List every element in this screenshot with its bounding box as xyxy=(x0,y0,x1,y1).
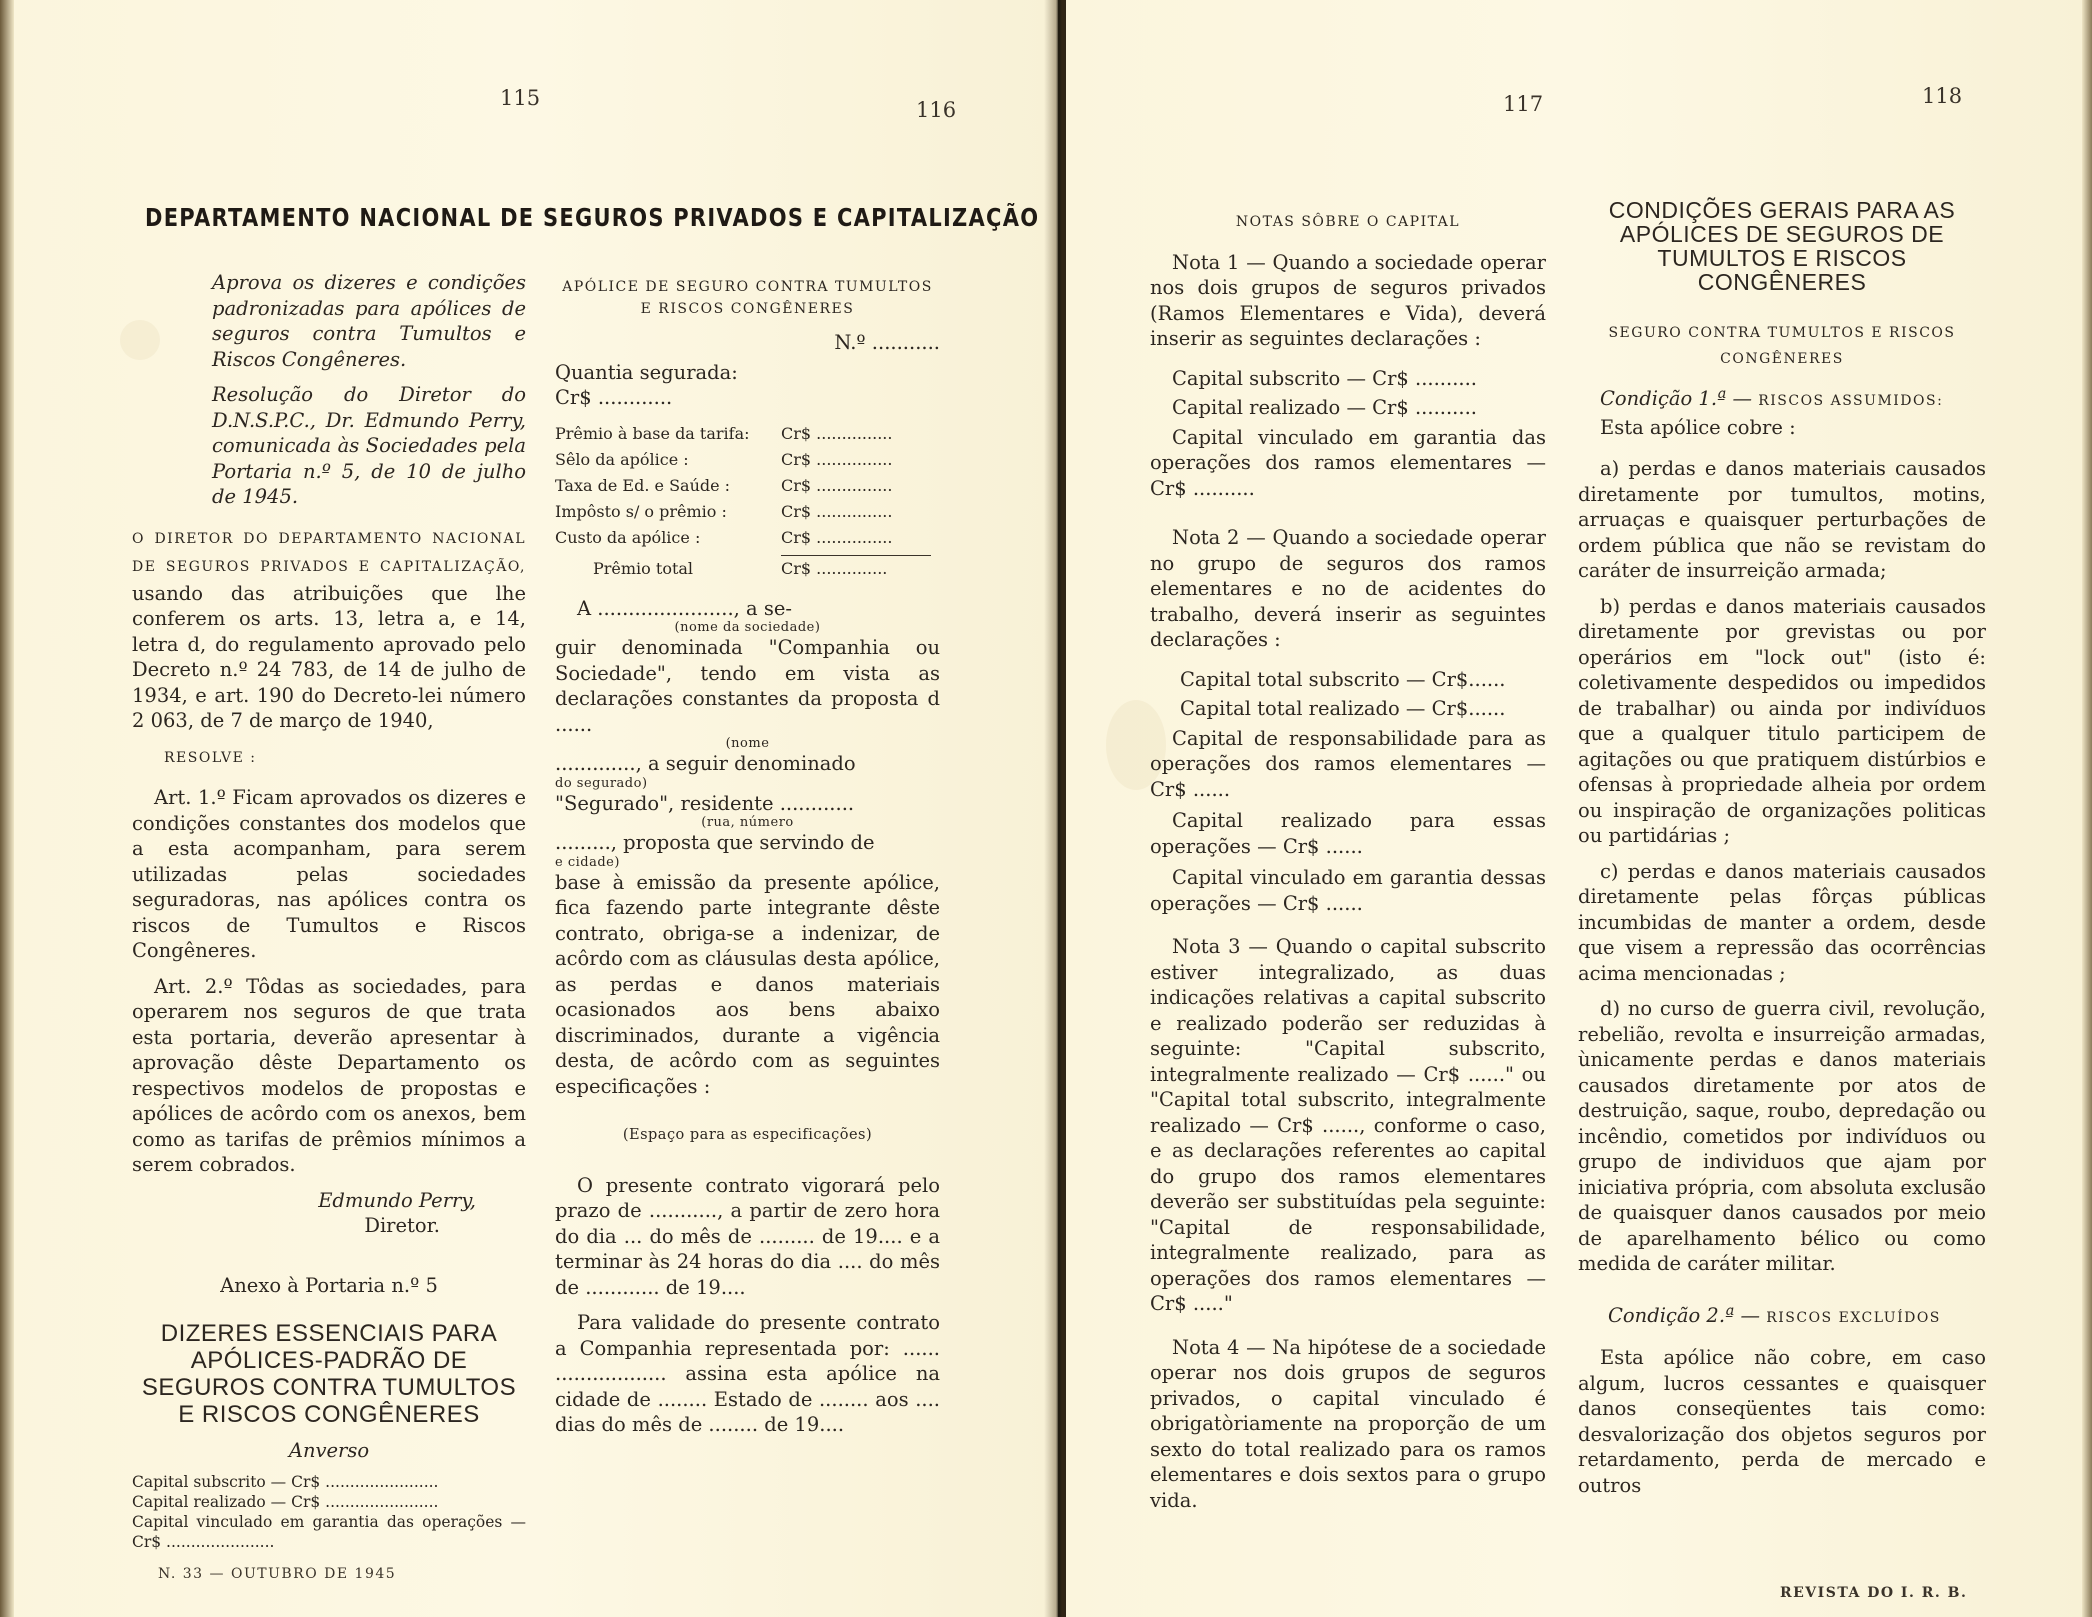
page-115-column xyxy=(132,270,526,1552)
signature-title: Diretor. xyxy=(364,1214,440,1237)
condition-1-item-b: b) perdas e danos materiais causados diretamente por grevistas ou por operários em "lock out" (isto é: coletivamente despedidos ou impedidos de trabalhar) ou ainda por indivíduos que a qualquer titulo participem de agitações ou que pratiquem distúrbios e ofensas à propriedade alheia por ordem ou inspiração de organizações politicas ou partidárias ; xyxy=(1578,594,1986,847)
page-118-column xyxy=(1578,198,1986,1508)
article-2: Art. 2.º Tôdas as sociedades, para operarem nos seguros de que trata esta portaria, deverão apresentar à aprovação dêste Departamento os respectivos modelos de propostas e apólices de acôrdo com os anexos, bem como as tarifas de prêmios mínimos a serem cobrados. xyxy=(132,974,526,1176)
city-note: e cidade) xyxy=(555,854,620,870)
condition-2-label: Condição 2.ª — xyxy=(1608,1303,1760,1327)
director-paragraph xyxy=(132,524,526,734)
intro-summary: Aprova os dizeres e condições padronizadas para apólices de seguros contra Tumultos e Riscos Congêneres. xyxy=(212,271,526,371)
condition-1-item-c: c) perdas e danos materiais causados diretamente pelas fôrças públicas incumbidas de manter a ordem, desde que visem a repressão das ocorrências acima mencionadas ; xyxy=(1578,859,1986,985)
validity-clause: Para validade do presente contrato a Companhia representada por: ...... .................. assina esta apólice na cidade de ........ Estado de ........ aos .... dias do mês de ........ de 19.... xyxy=(555,1311,940,1436)
company-line: A ......................, a se- xyxy=(577,596,793,620)
page-edge xyxy=(0,0,14,1617)
total-label: Prêmio total xyxy=(593,558,694,578)
annex-label: Anexo à Portaria n.º 5 xyxy=(220,1273,438,1297)
condition-1-heading xyxy=(1600,386,1986,415)
row-value: Cr$ ............... xyxy=(781,527,893,547)
row-label: Sêlo da apólice : xyxy=(555,449,689,469)
policy-title: APÓLICE DE SEGURO CONTRA TUMULTOS E RISCOS CONGÊNERES xyxy=(562,279,933,317)
note-2-realized: Capital realizado para essas operações — Cr$ ...... xyxy=(1150,809,1546,858)
condition-1-item-a: a) perdas e danos materiais causados diretamente por tumultos, motins, arruaças e quaisquer perturbações de ordem pública que não se revistam do caráter de insurreição armada; xyxy=(1578,457,1986,582)
condition-2-heading xyxy=(1608,1303,1986,1332)
department-header: DEPARTAMENTO NACIONAL DE SEGUROS PRIVADOS E CAPITALIZAÇÃO xyxy=(145,203,1040,232)
row-value: Cr$ ............... xyxy=(781,423,893,443)
insured-note-2: do segurado) xyxy=(555,775,648,791)
page-number-115: 115 xyxy=(500,86,541,110)
notes-title: NOTAS SÔBRE O CAPITAL xyxy=(1235,214,1461,230)
director-lead: O DIRETOR DO DEPARTAMENTO NACIONAL DE SEGUROS PRIVADOS E CAPITALIZAÇÃO, xyxy=(132,530,526,575)
note-2-line-2: Capital total realizado — Cr$...... xyxy=(1180,697,1506,720)
premium-row xyxy=(555,421,940,447)
note-4: Nota 4 — Na hipótese de a sociedade operar nos dois grupos de seguros privados, o capital vinculado é obrigatòriamente na proporção de um sexto do total realizado para os ramos elementares e dois sextos para o grupo vida. xyxy=(1150,1335,1546,1512)
capital-line-2: Capital realizado — Cr$ ....................... xyxy=(132,1492,439,1511)
resolve-label: RESOLVE : xyxy=(164,749,257,766)
row-label: Taxa de Ed. e Saúde : xyxy=(555,475,731,495)
total-value: Cr$ .............. xyxy=(781,558,888,578)
general-conditions-subtitle: SEGURO CONTRA TUMULTOS E RISCOS CONGÊNERES xyxy=(1608,325,1956,367)
policy-text-1c: "Segurado", residente ............ xyxy=(555,791,855,815)
condition-2-text: Esta apólice não cobre, em caso algum, lucros cessantes e quaisquer danos conseqüentes tais como: desvalorização dos objetos seguros por retardamento, perda de mercado e outros xyxy=(1578,1346,1986,1497)
policy-number: N.º ........... xyxy=(834,331,940,354)
note-1-line-1: Capital subscrito — Cr$ .......... xyxy=(1172,366,1478,390)
insured-amount-label: Quantia segurada: xyxy=(555,360,738,384)
note-1-bound-capital: Capital vinculado em garantia das operações dos ramos elementares — Cr$ .......... xyxy=(1150,425,1546,500)
condition-1-lead: Esta apólice cobre : xyxy=(1600,415,1796,439)
capital-line-1: Capital subscrito — Cr$ ....................... xyxy=(132,1472,439,1491)
note-2-line-1: Capital total subscrito — Cr$...... xyxy=(1180,667,1506,691)
insured-amount-value: Cr$ ............ xyxy=(555,386,673,409)
page-number-117: 117 xyxy=(1503,92,1544,116)
annex-title: DIZERES ESSENCIAIS PARA APÓLICES-PADRÃO DE SEGUROS CONTRA TUMULTOS E RISCOS CONGÊNERES xyxy=(141,1320,517,1428)
premium-total-row xyxy=(555,556,940,582)
premium-row xyxy=(555,525,940,551)
page-number-116: 116 xyxy=(916,98,957,122)
row-label: Prêmio à base da tarifa: xyxy=(555,423,750,443)
note-1-line-2: Capital realizado — Cr$ .......... xyxy=(1172,396,1477,419)
premium-row xyxy=(555,447,940,473)
page-116-column xyxy=(555,276,940,1448)
condition-2-caps: RISCOS EXCLUÍDOS xyxy=(1766,1309,1941,1326)
note-2-bound: Capital vinculado em garantia dessas operações — Cr$ ...... xyxy=(1150,866,1546,915)
general-conditions-title: CONDIÇÕES GERAIS PARA AS APÓLICES DE SEGUROS DE TUMULTOS E RISCOS CONGÊNERES xyxy=(1608,197,1956,295)
condition-1-label: Condição 1.ª — xyxy=(1600,387,1752,410)
policy-text-2: base à emissão da presente apólice, fica fazendo parte integrante dêste contrato, obriga-se a indenizar, de acôrdo com as cláusulas desta apólice, as perdas e danos materiais ocasionados aos bens abaixo discriminados, durante a vigência desta, de acôrdo com as seguintes especificações : xyxy=(555,870,940,1098)
policy-text-1: guir denominada "Companhia ou Sociedade", tendo em vista as declarações constantes da proposta d ...... xyxy=(555,636,940,736)
article-1: Art. 1.º Ficam aprovados os dizeres e condições constantes dos modelos que a esta acompanham, para serem utilizadas pelas sociedades seguradoras, nas apólices contra os riscos de Tumultos e Riscos Congêneres. xyxy=(132,786,526,962)
insured-note: (nome xyxy=(725,736,770,751)
page-117-column xyxy=(1150,210,1546,1523)
journal-footer: REVISTA DO I. R. B. xyxy=(1780,1585,1968,1601)
company-note: (nome da sociedade) xyxy=(674,620,821,635)
anverso-label: Anverso xyxy=(288,1439,370,1462)
note-2: Nota 2 — Quando a sociedade operar no grupo de seguros dos ramos elementares e no de acidentes do trabalho, deverá inserir as seguintes declarações : xyxy=(1150,526,1546,651)
policy-text-1b: ............., a seguir denominado xyxy=(555,752,856,775)
right-leaf xyxy=(1066,0,2092,1617)
premium-row xyxy=(555,499,940,525)
address-note: (rua, número xyxy=(701,815,794,830)
note-3: Nota 3 — Quando o capital subscrito estiver integralizado, as duas indicações relativas a capital subscrito e realizado poderão ser reduzidas à seguinte: "Capital subscrito, integralmente realizado — Cr$ ......" ou "Capital total subscrito, integralmente realizado — Cr$ ......, conforme o caso, e as declarações referentes ao capital do grupo dos ramos elementares deverão ser substituídas pela seguinte: "Capital de responsabilidade, integralmente realizado, para as operações dos ramos elementares — Cr$ ....." xyxy=(1150,935,1546,1315)
note-1: Nota 1 — Quando a sociedade operar nos dois grupos de seguros privados (Ramos Elementares e Vida), deverá inserir as seguintes declarações : xyxy=(1150,250,1546,350)
row-value: Cr$ ............... xyxy=(781,501,893,521)
director-body: usando das atribuições que lhe conferem os arts. 13, letra a, e 14, letra d, do regulamento aprovado pelo Decreto n.º 24 783, de 14 de julho de 1934, e art. 190 do Decreto-lei número 2 063, de 7 de março de 1940, xyxy=(132,581,526,732)
condition-1-item-d: d) no curso de guerra civil, revolução, rebelião, revolta e insurreição armadas, ùnicamente perdas e danos materiais causados diretamente por atos de destruição, saque, roubo, depredação ou incêndio, cometidos por indivíduos ou grupo de individuos que ajam por iniciativa própria, com absoluta exclusão de quaisquer danos causados por meio de aparelhamento bélico ou como medida de caráter militar. xyxy=(1578,997,1986,1275)
note-2-responsibility: Capital de responsabilidade para as operações dos ramos elementares — Cr$ ...... xyxy=(1150,726,1546,801)
row-value: Cr$ ............... xyxy=(781,449,893,469)
row-value: Cr$ ............... xyxy=(781,475,893,495)
policy-text-1d: ........., proposta que servindo de xyxy=(555,831,875,854)
page-edge xyxy=(2082,0,2092,1617)
resolution-note: Resolução do Diretor do D.N.S.P.C., Dr. Edmundo Perry, comunicada às Sociedades pela Portaria n.º 5, de 10 de julho de 1945. xyxy=(212,383,526,508)
page-number-118: 118 xyxy=(1922,84,1963,108)
condition-1-caps: RISCOS ASSUMIDOS: xyxy=(1758,393,1944,409)
contract-term: O presente contrato vigorará pelo prazo de ..........., a partir de zero hora do dia ... do mês de ......... de 19.... e a terminar às 24 horas do dia .... do mês de ............ de 19.... xyxy=(555,1173,940,1299)
row-label: Custo da apólice : xyxy=(555,527,701,547)
premium-row xyxy=(555,473,940,499)
capital-line-3: Capital vinculado em garantia das operações — Cr$ ...................... xyxy=(132,1512,526,1551)
specifications-space: (Espaço para as especificações) xyxy=(622,1127,873,1143)
signature-name: Edmundo Perry, xyxy=(318,1188,476,1212)
issue-footer: N. 33 — OUTUBRO DE 1945 xyxy=(158,1566,397,1582)
row-label: Impôsto s/ o prêmio : xyxy=(555,501,727,521)
